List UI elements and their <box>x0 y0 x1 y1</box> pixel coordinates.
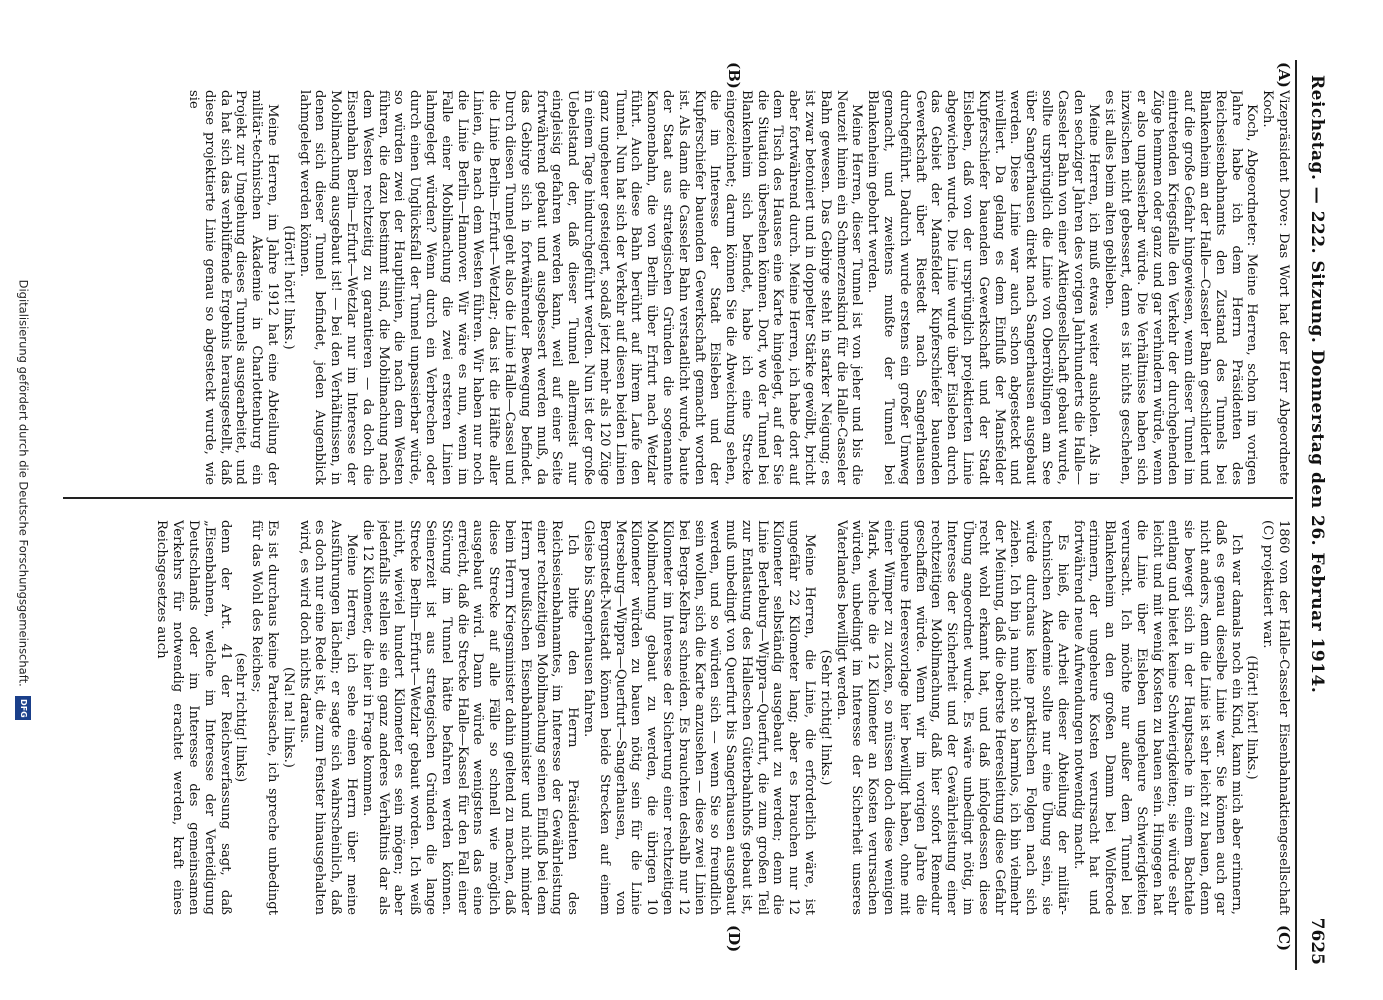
left-column <box>61 90 1291 485</box>
margin-marker-b: (B) <box>725 62 743 89</box>
paragraph: Es hieß, die Arbeit dieser Abteilung der militär-technischen Akademie sollte nur eine Übung sein, sie würde durchaus keine praktischen Folgen nach sich ziehen. Ich bin ja nun nicht so harmlos, ich bin vielmehr der Meinung, daß die oberste Heeresleitung diese Gefahr recht wohl erkannt hat, und daß infolgedessen diese Übung angeordnet wurde. Es wäre unbedingt nötig, im Interesse der Sicherheit und der Gewährleistung einer rechtzeitigen Mobilmachung, daß hier sofort Remedur geschaffen würde. Wenn wir im vorigen Jahre die ungeheure Heeresvorlage hier bewilligt haben, ohne mit einer Wimper zu zucken, so müssen doch diese wenigen Mark, welche die 12 Kilometer an Kosten verursachen würden, unbedingt im Interesse der Sicherheit unseres Vaterlandes bewilligt werden. <box>833 520 1070 915</box>
page-number: 7625 <box>1307 917 1327 965</box>
paragraph: (Hört! hört! links.) <box>1244 655 1260 780</box>
paragraph: Meine Herren, ich sehe einen Herrn über meine Ausführungen lächeln; er sagte sich wahrscheinlich, daß es doch nur eine Rede ist, die zum Fenster hinausgehalten wird, es wird doch nichts daraus. <box>296 520 359 915</box>
margin-marker-c: (C) <box>1275 925 1293 952</box>
paragraph: Meine Herren, im Jahre 1912 hat eine Abteilung der militär-technischen Akademie in Charlottenburg ein Projekt zur Umgehung dieses Tunnels ausgearbeitet, und da hat sich das verblüffende Ergebnis herausgestellt, daß diese projektierte Linie genau so abgesteckt wurde, wie sie <box>186 90 280 485</box>
paragraph: Meine Herren, die Linie, die erforderlich wäre, ist ungefähr 22 Kilometer lang; aber es brauchen nur 12 Kilometer selbständig ausgebaut zu werden; denn die Linie Berleburg—Wippra—Querfurt, die zum großen Teil zur Entlastung des Halleschen Güterbahnhofs gebaut ist, muß unbedingt von Querfurt bis Sangerhausen ausgebaut werden, und so würden sich — wenn Sie so freundlich sein wollen, sich die Karte anzusehen — diese zwei Linien bei Berga-Kelbra schneiden. Es brauchten deshalb nur 12 Kilometer im Interesse der Sicherung einer rechtzeitigen Mobilmachung gebaut zu werden, die übrigen 10 Kilometer würden zu bauen nötig sein für die Linie Merseburg—Wippra—Querfurt—Sangerhausen, von Bergnstedt-Neustadt können beide Strecken auf einem Gleise bis Sangerhausen fahren. <box>580 520 818 915</box>
footer-credit: Digitalisierung gefördert durch die Deutsche Forschungsgemeinschaft. <box>16 279 31 687</box>
paragraph: Ich war damals noch ein Kind, kann mich aber erinnern, daß es genau dieselbe Linie war. Sie können auch gar nicht anders, denn die Linie ist sehr leicht zu bauen, denn sie bewegt sich in der Hauptsache in einem Bachtale entlang und bietet keine Schwierigkeiten; sie würde sehr leicht und mit wenig Kosten zu bauen sein. Hingegen hat die Linie über Eisleben ungeheure Schwierigkeiten verursacht. Ich möchte nur außer dem Tunnel bei Blankenheim an den großen Damm bei Wolferode erinnern, der ungeheure Kosten verursacht hat und fortwährend neue Aufwendungen notwendig macht. <box>1070 520 1244 915</box>
paragraph: Koch, Abgeordneter: Meine Herren, schon im vorigen Jahre habe ich dem Herrn Präsidenten des Reichseisenbahnamts den Zustand des Tunnels bei Blankenheim an der Halle—Casseler Bahn geschildert und auf die große Gefahr hingewiesen, wenn dieser Tunnel im eintretenden Kriegsfalle den Verkehr der durchgehenden Züge hemmen oder ganz und gar verhindern würde, wenn er also unpassierbar würde. Die Verhältnisse haben sich inzwischen nicht gebessert, denn es ist nichts geschehen, es ist alles beim alten geblieben. <box>1102 90 1260 485</box>
paragraph: Vizepräsident Dove: Das Wort hat der Herr Abgeordnete Koch. <box>1260 90 1291 485</box>
page-footer <box>15 0 31 1000</box>
paragraph: 1860 von der Halle-Casseler Eisenbahnaktiengesellschaft (C) projektiert war. <box>1260 520 1291 915</box>
running-head: Reichstag. — 222. Sitzung. Donnerstag den 26. Februar 1914. <box>1307 75 1327 694</box>
paragraph: Meine Herren, dieser Tunnel ist von jeher und bis die Neuzeit hinein ein Schmerzenskind für die Halle-Casseler Bahn gewesen. Das Gebirge steht in starker Neigung; es ist zwar betoniert und in doppelter Stärke gewölbt, bricht aber fortwährend durch. Meine Herren, ich habe dort auf dem Tisch des Hauses eine Karte hingelegt, auf der Sie die Situation übersehen können. Dort, wo der Tunnel bei Blankenheim sich befindet, habe ich eine Strecke eingezeichnet; darum können Sie die Abweichung sehen, die im Interesse der Stadt Eisleben und der Kupferschiefer bauenden Gewerkschaft gemacht worden ist. Als dann die Casseler Bahn verstaatlicht wurde, baute der Staat aus strategischen Gründen die sogenannte Kanonenbahn, die von Berlin über Erfurt nach Wetzlar führt. Auch diese Bahn berührt auf ihrem Laufe den Tunnel. Nun hat sich der Verkehr auf diesen beiden Linien ganz ungeheuer gesteigert, sodaß jetzt mehr als 120 Züge in einem Tage hindurchgeführt werden. Nun ist der große Uebelstand der, daß dieser Tunnel allermeist nur eingleisig gefahren werden kann, weil auf einer Seite fortwährend gebaut und ausgebessert werden muß, da das Gebirge sich in fortwährender Bewegung befindet. Durch diesen Tunnel geht also die Linie Halle—Cassel und die Linie Berlin—Erfurt—Wetzlar; das ist die Hälfte aller Linien, die nach dem Westen führen. Wir haben nur noch die Linie Berlin—Hannover. Wir wäre es nun, wenn im Falle einer Mobilmachung die zwei ersteren Linien lahmgelegt würden? Wenn durch ein Verbrechen oder durch einen Unglücksfall der Tunnel unpassierbar würde, so würden zwei der Hauptlinien, die nach dem Westen führen, die dazu bestimmt sind, die Mobilmachung nach dem Westen rechtzeitig zu garantieren — da doch die Eisenbahn Berlin—Erfurt—Wetzlar nur im Interesse der Mobilmachung ausgebaut ist! — bei den Verhältnissen, in denen sich dieser Tunnel befindet, jeden Augenblick lahmgelegt werden können. <box>296 90 865 485</box>
paragraph: (sehr richtig! links) <box>233 652 249 783</box>
paragraph: Meine Herren, ich muß etwas weiter ausholen. Als in den sechziger Jahren des vorigen Jahrhunderts die Halle—Casseler Bahn von einer Aktiengesellschaft gebaut wurde, sollte ursprünglich die Linie von Oberröblingen am See über Sangerhausen direkt nach Sangerhausen ausgebaut werden. Diese Linie war auch schon abgesteckt und nivelliert. Da gelang es dem Einfluß der Mansfelder Kupferschiefer bauenden Gewerkschaft und der Stadt Eisleben, daß von der ursprünglich projektierten Linie abgewichen wurde. Die Linie wurde über Eisleben durch das Gebiet der Mansfelder Kupferschiefer bauenden Gewerkschaft über Riestedt nach Sangerhausen durchgeführt. Dadurch wurde erstens ein großer Umweg gemacht, und zweitens mußte der Tunnel bei Blankenheim gebohrt werden. <box>865 90 1102 485</box>
paragraph: (Na! na! links.) <box>280 667 296 768</box>
right-column <box>61 520 1291 915</box>
column-rule <box>63 497 1293 499</box>
page-header <box>1303 75 1333 965</box>
paragraph: (Sehr richtig! links.) <box>817 649 833 786</box>
margin-marker-a: (A) <box>1275 62 1293 88</box>
dfg-logo-icon: DFG <box>15 696 31 720</box>
paragraph: Es ist durchaus keine Parteisache, ich spreche unbedingt für das Wohl des Reiches; <box>249 520 280 915</box>
paragraph: (Hört! hört! links.) <box>280 225 296 350</box>
paragraph: Ich bitte den Herrn Präsidenten des Reichseisenbahnamtes, im Interesse der Gewährleistung einer rechtzeitigen Mobilmachung seinen Einfluß bei dem Herrn preußischen Eisenbahnminister und nicht minder beim Herrn Kriegsminister dahin geltend zu machen, daß diese Strecke auf alle Fälle so schnell wie möglich ausgebaut wird. Dann würde wenigstens das eine erreicht, daß die Strecke Halle—Kassel für den Fall einer Störung im Tunnel hätte befahren werden können. Seinerzeit ist aus strategischen Gründen die lange Strecke Berlin—Erfurt—Wetzlar gebaut worden. Ich weiß nicht, wieviel hundert Kilometer es sein mögen; aber jedenfalls stellen sie ein ganz anderes Verhältnis dar als die 12 Kilometer, die hier in Frage kommen. <box>359 520 581 915</box>
header-rule <box>1295 60 1297 970</box>
paragraph: denn der Art. 41 der Reichsverfassung sagt, daß „Eisenbahnen, welche im Interesse der Verteidigung Deutschlands oder im Interesse des gemeinsamen Verkehrs für notwendig erachtet werden, kraft eines Reichsgesetzes auch <box>154 520 233 915</box>
margin-marker-d: (D) <box>725 925 743 953</box>
